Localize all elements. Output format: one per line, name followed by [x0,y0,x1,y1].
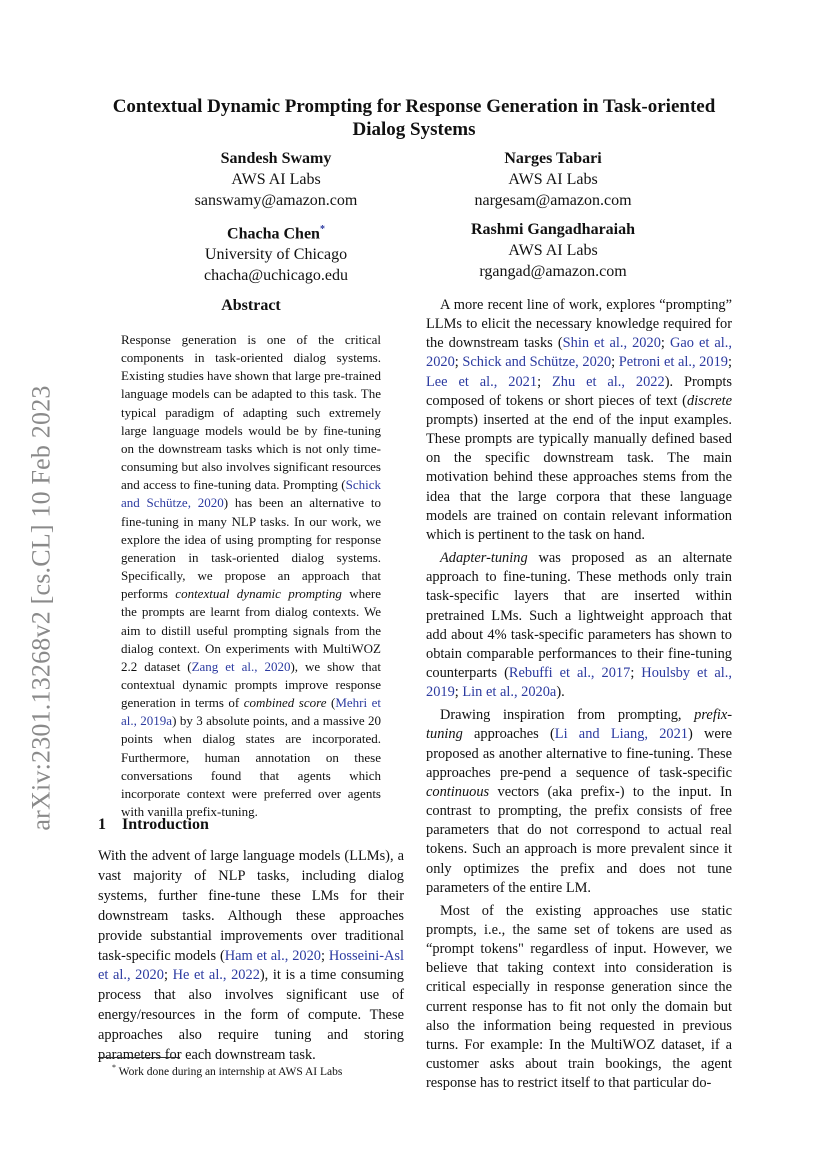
author-name: Narges Tabari [504,150,602,167]
paper-title: Contextual Dynamic Prompting for Response Generation in Task-oriented Dialog Systems [112,96,716,140]
footnote-marker[interactable]: * [319,224,325,235]
citation-link[interactable]: Zhu et al., 2022 [552,373,665,390]
author-affiliation: University of Chicago [204,246,348,264]
citation-link[interactable]: Ham et al., 2020 [224,947,321,964]
citation-link[interactable]: Rebuffi et al., 2017 [508,664,631,681]
author-block [433,148,673,211]
abstract-heading: Abstract [221,297,281,314]
citation-link[interactable]: He et al., 2022 [172,967,260,984]
author-name: Rashmi Gangadharaiah [470,221,636,238]
right-column [426,296,732,1093]
author-affiliation: AWS AI Labs [508,171,598,188]
intro-paragraph: With the advent of large language models (LLMs), a vast majority of NLP tasks, including dialog systems, further fine-tune these LMs for their downstream tasks. Although these approaches provide substantial improvements over traditional task-specific models (Ham et al., 2020; Hosseini-Asl et al., 2020; He et al., 2022), it is a time consuming process that also involves significant use of energy/resources in the form of compute. These approaches also require tuning and storing parameters for each downstream task. [98,848,404,1064]
footnote: * Work done during an internship at AWS AI Labs [112,1063,343,1078]
author-email: nargesam@amazon.com [474,192,632,209]
body-paragraph: Adapter-tuning was proposed as an alternate approach to fine-tuning. These methods only train task-specific layers that are inserted within pretrained LMs. Such a lightweight approach that add about 4% task-specific parameters has shown to obtain comparable performances to their fine-tuning counterparts (Rebuffi et al., 2017; Houlsby et al., 2019; Lin et al., 2020a). [426,550,732,701]
citation-link[interactable]: Zang et al., 2020 [191,658,291,674]
author-email: rgangad@amazon.com [479,263,627,280]
citation-link[interactable]: Schick and Schütze, 2020 [121,477,381,511]
citation-link[interactable]: Li and Liang, 2021 [554,726,689,743]
body-paragraph: Most of the existing approaches use static prompts, i.e., the same set of tokens are used as “prompt tokens" regardless of input. However, we believe that taking context into consideration is critical especially in response generation since the current response has to fit not only the domain but also the information being requested in previous turns. For example: In the MultiWOZ dataset, if a customer asks about train bookings, the agent response has to restrict itself to that particular do- [426,902,732,1092]
citation-link[interactable]: Petroni et al., 2019 [618,354,728,371]
section-heading-introduction: 1 Introduction [98,816,209,833]
body-paragraph: Drawing inspiration from prompting, prefix-tuning approaches (Li and Liang, 2021) were proposed as another alternative to fine-tuning. These approaches pre-pend a sequence of task-specific continuous vectors (aka prefix-) to the input. In contrast to prompting, the prefix consists of free parameters that do not correspond to actual real tokens. Such an approach is more prevalent since it only optimizes the prefix and does not tune parameters of the entire LM. [426,707,733,896]
citation-link[interactable]: Shin et al., 2020 [562,335,661,352]
citation-link[interactable]: Lee et al., 2021 [426,373,538,390]
footnote-divider [98,1057,180,1058]
arxiv-identifier: arXiv:2301.13268v2 [cs.CL] 10 Feb 2023 [27,384,57,831]
author-block [156,219,396,286]
author-affiliation: AWS AI Labs [231,171,321,188]
citation-link[interactable]: Gao et al., 2020 [426,335,732,371]
citation-link[interactable]: Hosseini-Asl et al., 2020 [98,947,404,984]
author-block [156,148,396,211]
citation-link[interactable]: Houlsby et al., 2019 [426,664,732,701]
body-paragraph: A more recent line of work, explores “prompting” LLMs to elicit the necessary knowledge required for the downstream tasks (Shin et al., 2020; Gao et al., 2020; Schick and Schütze, 2020; Petroni et al., 2019; Lee et al., 2021; Zhu et al., 2022). Prompts composed of tokens or short pieces of text (discrete prompts) inserted at the end of the input examples. These prompts are typically manually defined based on the specific downstream task. The main motivation behind these approaches stems from the idea that the large corpora that these language models are trained on contain relevant information which is pertinent to the task on hand. [426,297,732,543]
author-affiliation: AWS AI Labs [508,242,598,259]
author-email: sanswamy@amazon.com [194,192,358,209]
citation-link[interactable]: Mehri et al., 2019a [121,695,381,729]
citation-link[interactable]: Schick and Schütze, 2020 [462,354,612,371]
abstract-body: Response generation is one of the critical components in task-oriented dialog systems. Existing studies have shown that large pre-trained language models can be adapted to this task. The typical paradigm of adapting such extremely large language models would be by fine-tuning on the downstream tasks which is not only time-consuming but also involves significant resources and access to fine-tuning data. Prompting (Schick and Schütze, 2020) has been an alternative to fine-tuning in many NLP tasks. In our work, we explore the idea of using prompting for response generation in task-oriented dialog systems. Specifically, we propose an approach that performs contextual dynamic prompting where the prompts are learnt from dialog contexts. We aim to distill useful prompting signals from the dialog context. On experiments with MultiWOZ 2.2 dataset (Zang et al., 2020), we show that contextual dynamic prompts improve response generation in terms of combined score (Mehri et al., 2019a) by 3 absolute points, and a massive 20 points when dialog states are incorporated. Furthermore, human annotation on these conversations found that agents which incorporate context were preferred over agents with vanilla prefix-tuning. [121,332,382,820]
author-email: chacha@uchicago.edu [204,267,348,285]
author-block [433,219,673,282]
citation-link[interactable]: Lin et al., 2020a [462,684,557,701]
author-name: Sandesh Swamy [220,150,332,167]
author-name: Chacha Chen* [227,224,325,243]
